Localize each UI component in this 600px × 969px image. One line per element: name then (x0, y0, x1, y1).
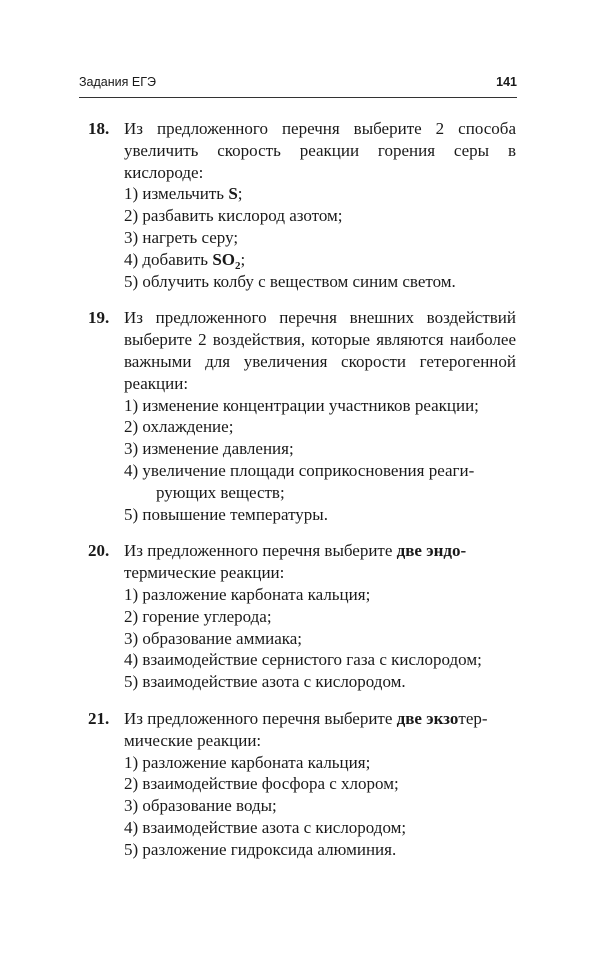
formula: $SO_2$ (212, 249, 241, 272)
task-18 (88, 118, 516, 292)
answer-option: 2) охлаждение; (124, 417, 234, 437)
task-20 (88, 540, 516, 693)
header-divider (79, 97, 517, 98)
answer-option: 3) образование воды; (124, 796, 277, 816)
answer-option: 2) разбавить кислород азотом; (124, 206, 343, 226)
answer-option: 3) нагреть серу; (124, 227, 239, 247)
task-number: 20. (88, 541, 110, 561)
answer-option-continuation: рующих веществ; (156, 482, 285, 502)
answer-option: 3) образование аммиака; (124, 628, 303, 648)
task-19 (88, 307, 516, 525)
answer-option: 3) изменение давления; (124, 439, 294, 459)
answer-option: 5) повышение температуры. (124, 504, 328, 524)
page-header (79, 75, 517, 97)
task-question-line: Из предложенного перечня выберите две экзотер- (124, 708, 488, 728)
task-question: Из предложенного перечня выберите 2 способа увеличить скорость реакции горения серы в кислороде: (124, 119, 516, 182)
page-number: 141 (496, 75, 517, 89)
answer-option: 1) измельчить S; (124, 184, 243, 204)
answer-option: 5) разложение гидроксида алюминия. (124, 839, 397, 859)
answer-option: 4) увеличение площади соприкосновения реаги- (124, 460, 475, 480)
formula: S (228, 184, 238, 204)
task-question-line: Из предложенного перечня выберите две эндо- (124, 541, 467, 561)
task-number: 18. (88, 119, 110, 138)
answer-option: 5) облучить колбу с веществом синим светом. (124, 271, 456, 291)
emphasis: две эндо- (396, 541, 467, 561)
section-title: Задания ЕГЭ (79, 75, 156, 89)
answer-option: 2) взаимодействие фосфора с хлором; (124, 774, 399, 794)
answer-option: 4) добавить $SO_2$; (124, 249, 246, 272)
task-question-line: термические реакции: (124, 563, 285, 583)
answer-option: 1) разложение карбоната кальция; (124, 584, 371, 604)
answer-option: 4) взаимодействие азота с кислородом; (124, 817, 407, 837)
answer-option: 4) взаимодействие сернистого газа с кислородом; (124, 650, 482, 670)
answer-option: 1) разложение карбоната кальция; (124, 752, 371, 772)
answer-option: 2) горение углерода; (124, 606, 272, 626)
answer-option: 5) взаимодействие азота с кислородом. (124, 672, 406, 692)
task-question: Из предложенного перечня внешних воздействий выберите 2 воздействия, которые являются наиболее важными для увеличения скорости гетерогенной реакции: (124, 308, 516, 393)
task-number: 21. (88, 708, 110, 728)
answer-option: 1) изменение концентрации участников реакции; (124, 395, 479, 415)
task-list (88, 118, 516, 861)
task-number: 19. (88, 308, 110, 328)
emphasis: две экзо (396, 708, 459, 728)
task-21 (88, 708, 516, 861)
task-question-line: мические реакции: (124, 730, 262, 750)
